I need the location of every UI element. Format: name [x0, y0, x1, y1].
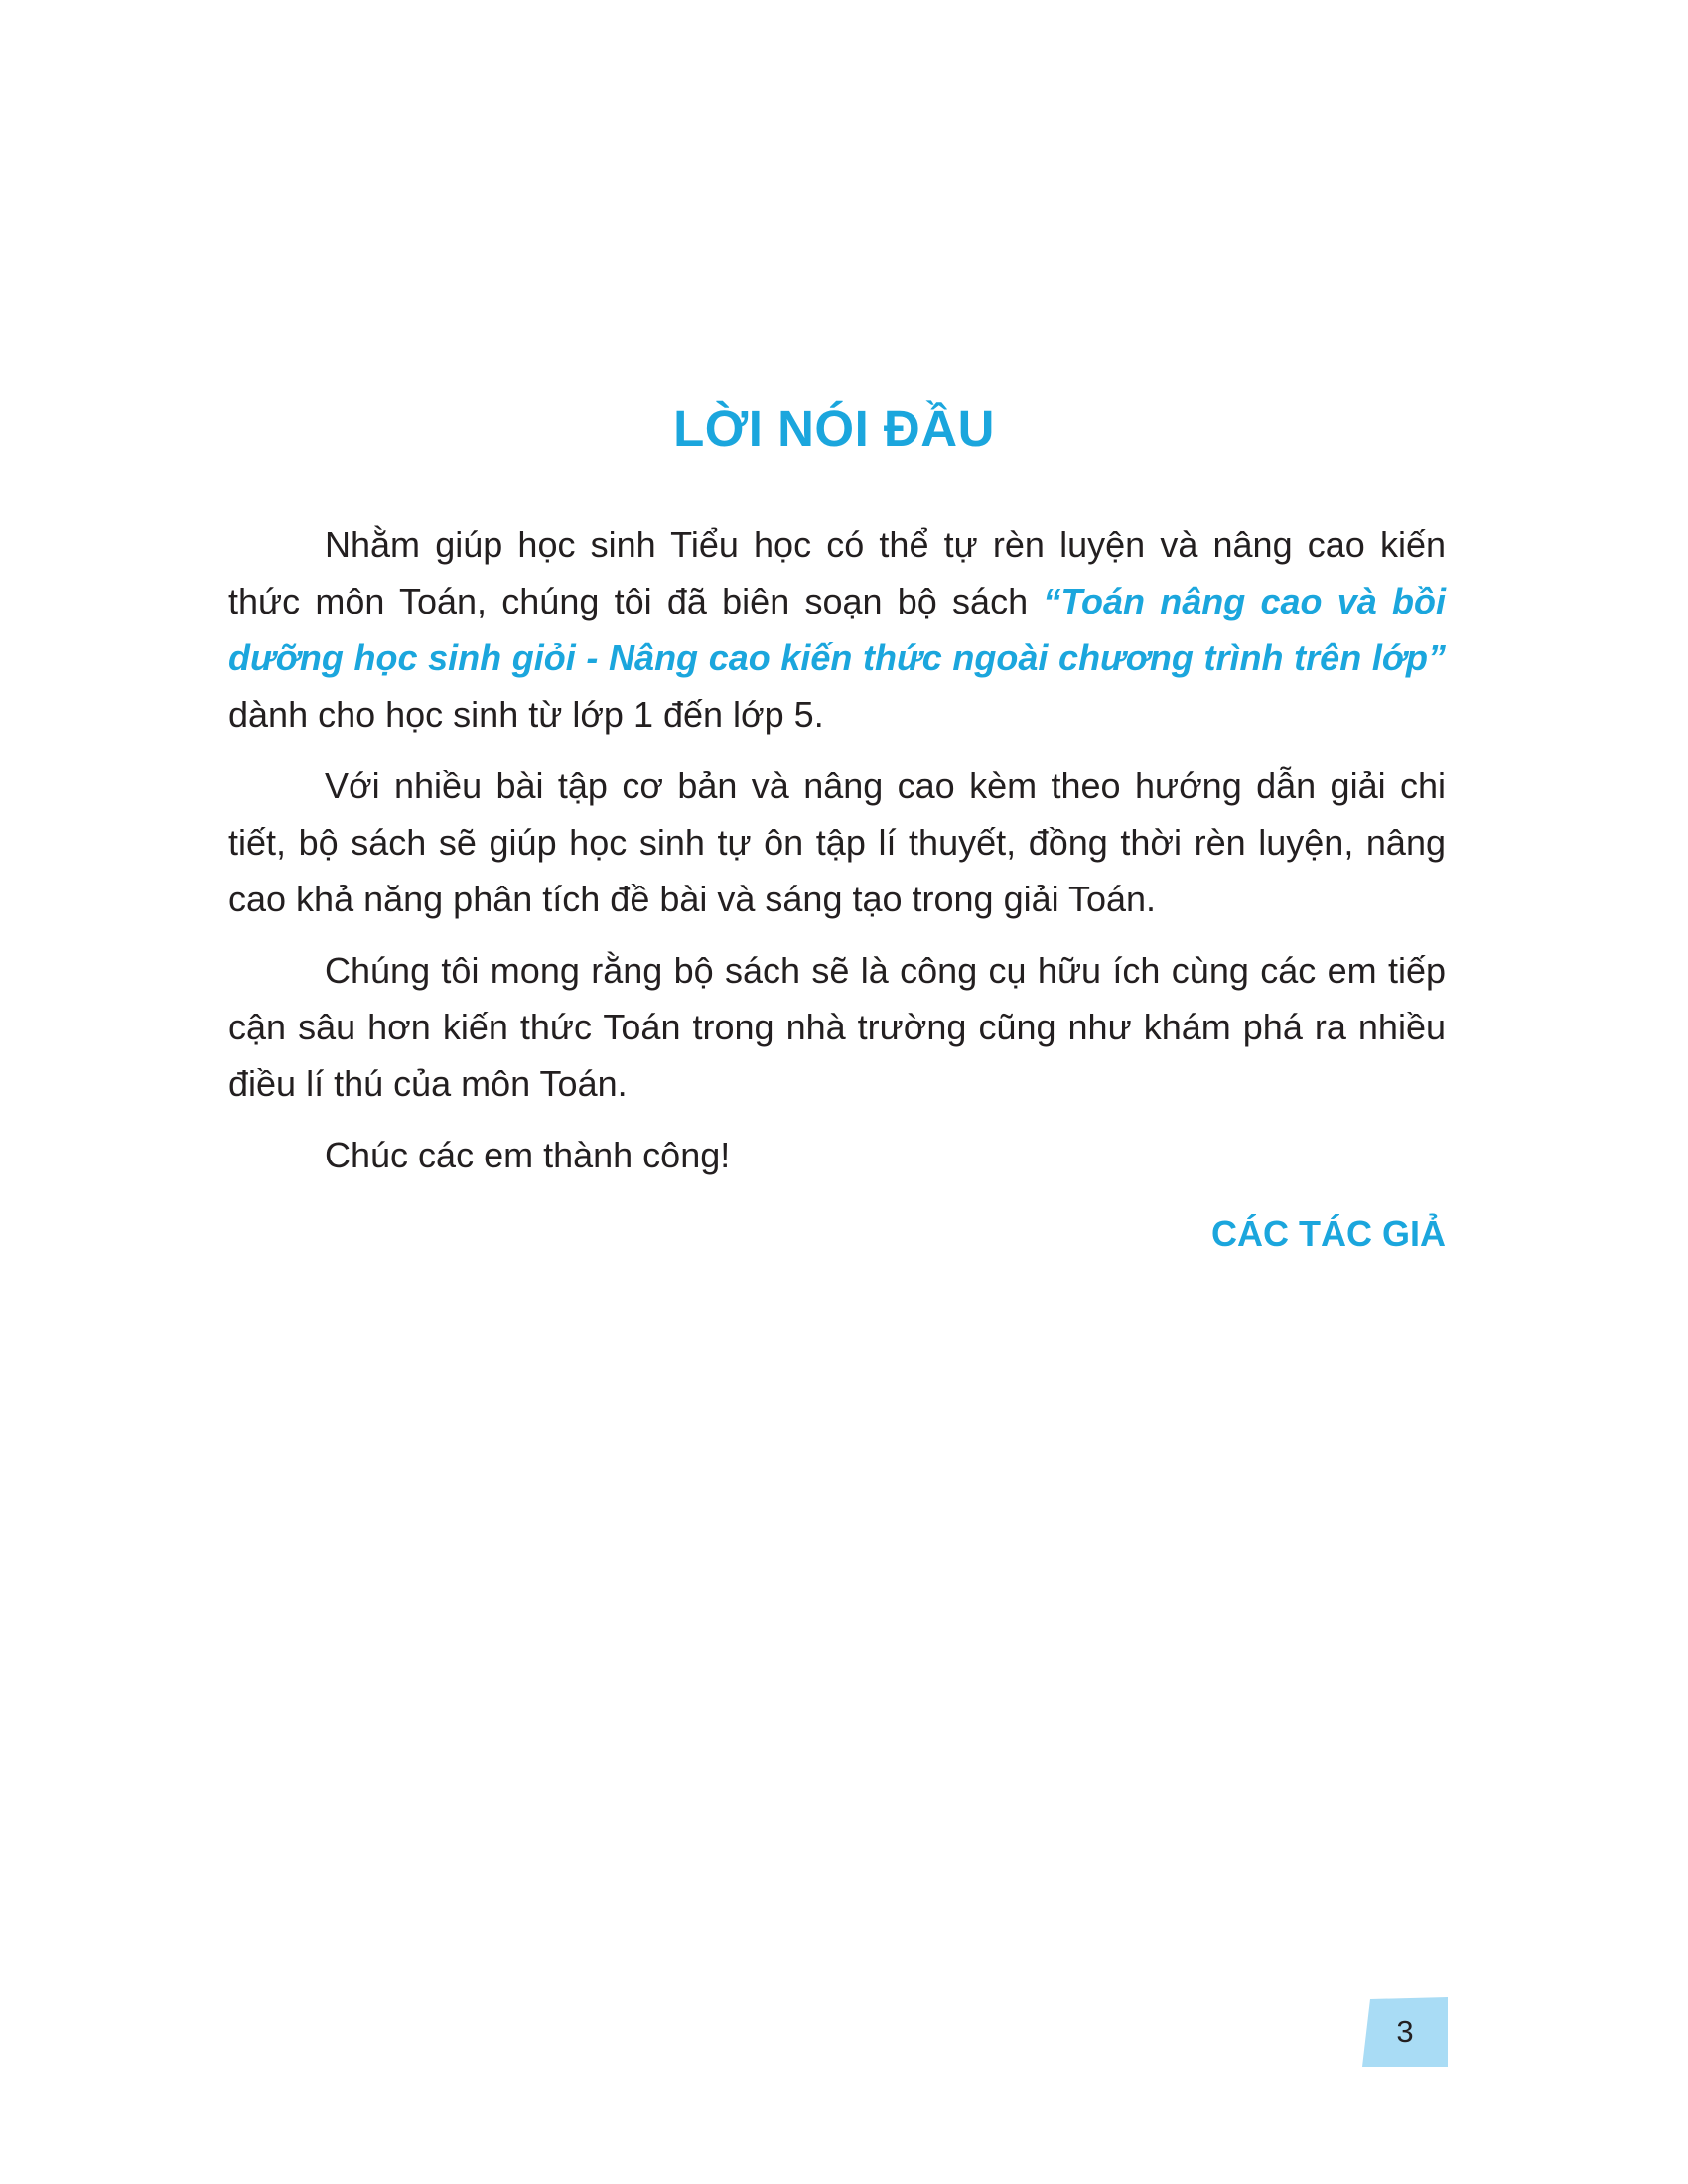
paragraph-wish: Chúc các em thành công!	[325, 1135, 731, 1175]
paragraph-intro-text: Nhằm giúp học sinh Tiểu học có thể tự rèn luyện và nâng cao kiến thức môn Toán, chúng tôi đã biên soạn bộ sách	[228, 524, 1446, 621]
book-series-title: “Toán nâng cao và bồi dưỡng học sinh giỏi - Nâng cao kiến thức ngoài chương trình trên lớp”	[228, 581, 1447, 678]
paragraph-intro-ending: dành cho học sinh từ lớp 1 đến lớp 5.	[228, 694, 824, 735]
page-title: LỜI NÓI ĐẦU	[673, 400, 995, 458]
page-number-tab	[1362, 1997, 1448, 2067]
paragraph-purpose: Với nhiều bài tập cơ bản và nâng cao kèm theo hướng dẫn giải chi tiết, bộ sách sẽ giúp học sinh tự ôn tập lí thuyết, đồng thời rèn luyện, nâng cao khả năng phân tích đề bài và sáng tạo trong giải Toán.	[228, 765, 1446, 919]
authors-signature: CÁC TÁC GIẢ	[1211, 1213, 1446, 1254]
paragraph-hope: Chúng tôi mong rằng bộ sách sẽ là công cụ hữu ích cùng các em tiếp cận sâu hơn kiến thức Toán trong nhà trường cũng như khám phá ra nhiều điều lí thú của môn Toán.	[228, 950, 1446, 1104]
paragraph-intro	[228, 516, 1446, 743]
preface-body	[228, 516, 1446, 1198]
page-number: 3	[1396, 2014, 1414, 2049]
